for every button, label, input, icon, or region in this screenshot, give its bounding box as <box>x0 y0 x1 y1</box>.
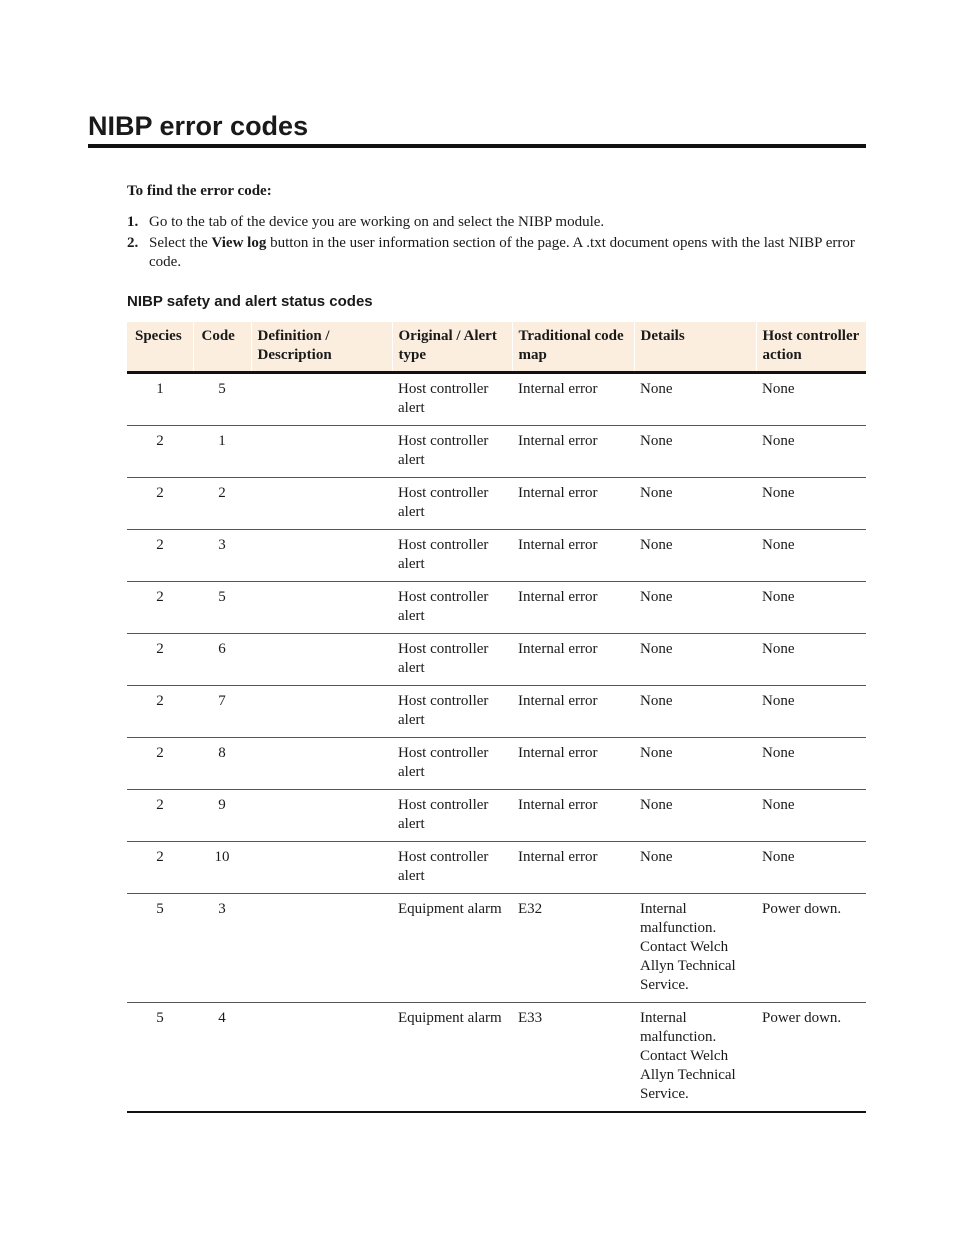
cell-details: None <box>634 426 756 478</box>
page-title: NIBP error codes <box>88 110 866 148</box>
steps-list <box>127 213 866 272</box>
cell-code-map: E32 <box>512 894 634 1003</box>
table-row <box>127 894 866 1003</box>
cell-host-action: None <box>756 738 866 790</box>
cell-species: 2 <box>127 426 193 478</box>
table-row <box>127 1003 866 1113</box>
table-body <box>127 373 866 1113</box>
table-row <box>127 478 866 530</box>
cell-species: 2 <box>127 738 193 790</box>
column-header-species: Species <box>127 322 193 373</box>
column-header-code-map: Traditional code map <box>512 322 634 373</box>
table-row <box>127 530 866 582</box>
table-row <box>127 686 866 738</box>
step-text-before: Select the <box>149 235 212 251</box>
cell-host-action: None <box>756 686 866 738</box>
table-row <box>127 842 866 894</box>
cell-species: 5 <box>127 1003 193 1113</box>
cell-host-action: None <box>756 426 866 478</box>
cell-alert-type: Equipment alarm <box>392 1003 512 1113</box>
cell-code: 5 <box>193 582 251 634</box>
cell-definition <box>251 1003 392 1113</box>
cell-species: 2 <box>127 634 193 686</box>
cell-details: None <box>634 582 756 634</box>
cell-code-map: Internal error <box>512 426 634 478</box>
step-item <box>127 234 866 272</box>
cell-code-map: Internal error <box>512 634 634 686</box>
column-header-alert-type: Original / Alert type <box>392 322 512 373</box>
error-codes-table <box>127 322 866 1113</box>
cell-code-map: Internal error <box>512 686 634 738</box>
cell-alert-type: Host controller alert <box>392 842 512 894</box>
cell-details: None <box>634 634 756 686</box>
cell-definition <box>251 894 392 1003</box>
cell-definition <box>251 530 392 582</box>
cell-alert-type: Equipment alarm <box>392 894 512 1003</box>
cell-species: 2 <box>127 582 193 634</box>
column-header-details: Details <box>634 322 756 373</box>
cell-code: 3 <box>193 894 251 1003</box>
table-row <box>127 634 866 686</box>
cell-alert-type: Host controller alert <box>392 738 512 790</box>
step-text: Go to the tab of the device you are working on and select the NIBP module. <box>149 214 605 230</box>
cell-host-action: None <box>756 790 866 842</box>
cell-host-action: None <box>756 842 866 894</box>
cell-host-action: Power down. <box>756 894 866 1003</box>
cell-host-action: None <box>756 530 866 582</box>
table-header-row <box>127 322 866 373</box>
cell-species: 2 <box>127 478 193 530</box>
cell-definition <box>251 373 392 426</box>
cell-code-map: Internal error <box>512 582 634 634</box>
cell-definition <box>251 686 392 738</box>
cell-code-map: Internal error <box>512 478 634 530</box>
cell-code-map: Internal error <box>512 738 634 790</box>
cell-species: 2 <box>127 686 193 738</box>
cell-code-map: Internal error <box>512 373 634 426</box>
cell-alert-type: Host controller alert <box>392 582 512 634</box>
cell-definition <box>251 426 392 478</box>
table-row <box>127 738 866 790</box>
cell-code: 1 <box>193 426 251 478</box>
cell-details: None <box>634 530 756 582</box>
cell-definition <box>251 582 392 634</box>
step-number: 1. <box>127 214 139 230</box>
table-row <box>127 426 866 478</box>
cell-host-action: None <box>756 373 866 426</box>
table-row <box>127 582 866 634</box>
section-heading: NIBP safety and alert status codes <box>127 293 373 310</box>
cell-definition <box>251 738 392 790</box>
cell-host-action: None <box>756 634 866 686</box>
cell-species: 2 <box>127 530 193 582</box>
cell-code-map: Internal error <box>512 842 634 894</box>
cell-code-map: E33 <box>512 1003 634 1113</box>
column-header-host-action: Host controller action <box>756 322 866 373</box>
cell-species: 1 <box>127 373 193 426</box>
cell-code-map: Internal error <box>512 530 634 582</box>
view-log-button-label: View log <box>211 235 267 251</box>
cell-details: None <box>634 790 756 842</box>
cell-details: None <box>634 373 756 426</box>
cell-definition <box>251 842 392 894</box>
cell-host-action: Power down. <box>756 1003 866 1113</box>
cell-code: 10 <box>193 842 251 894</box>
column-header-definition: Definition / Description <box>251 322 392 373</box>
step-text-after: button in the user information section of the page. A .txt document opens with the last NIBP error code. <box>149 235 855 270</box>
cell-species: 2 <box>127 842 193 894</box>
cell-definition <box>251 478 392 530</box>
table-row <box>127 790 866 842</box>
cell-alert-type: Host controller alert <box>392 634 512 686</box>
cell-alert-type: Host controller alert <box>392 373 512 426</box>
cell-definition <box>251 790 392 842</box>
cell-host-action: None <box>756 582 866 634</box>
cell-code: 6 <box>193 634 251 686</box>
cell-code-map: Internal error <box>512 790 634 842</box>
step-number: 2. <box>127 235 139 251</box>
cell-host-action: None <box>756 478 866 530</box>
cell-alert-type: Host controller alert <box>392 478 512 530</box>
cell-details: None <box>634 738 756 790</box>
cell-code: 7 <box>193 686 251 738</box>
cell-details: Internal malfunction. Contact Welch Allyn Technical Service. <box>634 1003 756 1113</box>
cell-code: 8 <box>193 738 251 790</box>
cell-code: 5 <box>193 373 251 426</box>
cell-species: 2 <box>127 790 193 842</box>
cell-alert-type: Host controller alert <box>392 530 512 582</box>
cell-alert-type: Host controller alert <box>392 790 512 842</box>
cell-details: Internal malfunction. Contact Welch Allyn Technical Service. <box>634 894 756 1003</box>
cell-species: 5 <box>127 894 193 1003</box>
table-row <box>127 373 866 426</box>
instructions-block <box>127 182 866 274</box>
cell-definition <box>251 634 392 686</box>
cell-code: 3 <box>193 530 251 582</box>
cell-alert-type: Host controller alert <box>392 426 512 478</box>
cell-details: None <box>634 478 756 530</box>
cell-details: None <box>634 686 756 738</box>
step-item <box>127 213 866 232</box>
cell-alert-type: Host controller alert <box>392 686 512 738</box>
table-header <box>127 322 866 373</box>
cell-code: 2 <box>193 478 251 530</box>
instructions-heading: To find the error code: <box>127 183 272 199</box>
column-header-code: Code <box>193 322 251 373</box>
cell-details: None <box>634 842 756 894</box>
cell-code: 4 <box>193 1003 251 1113</box>
cell-code: 9 <box>193 790 251 842</box>
